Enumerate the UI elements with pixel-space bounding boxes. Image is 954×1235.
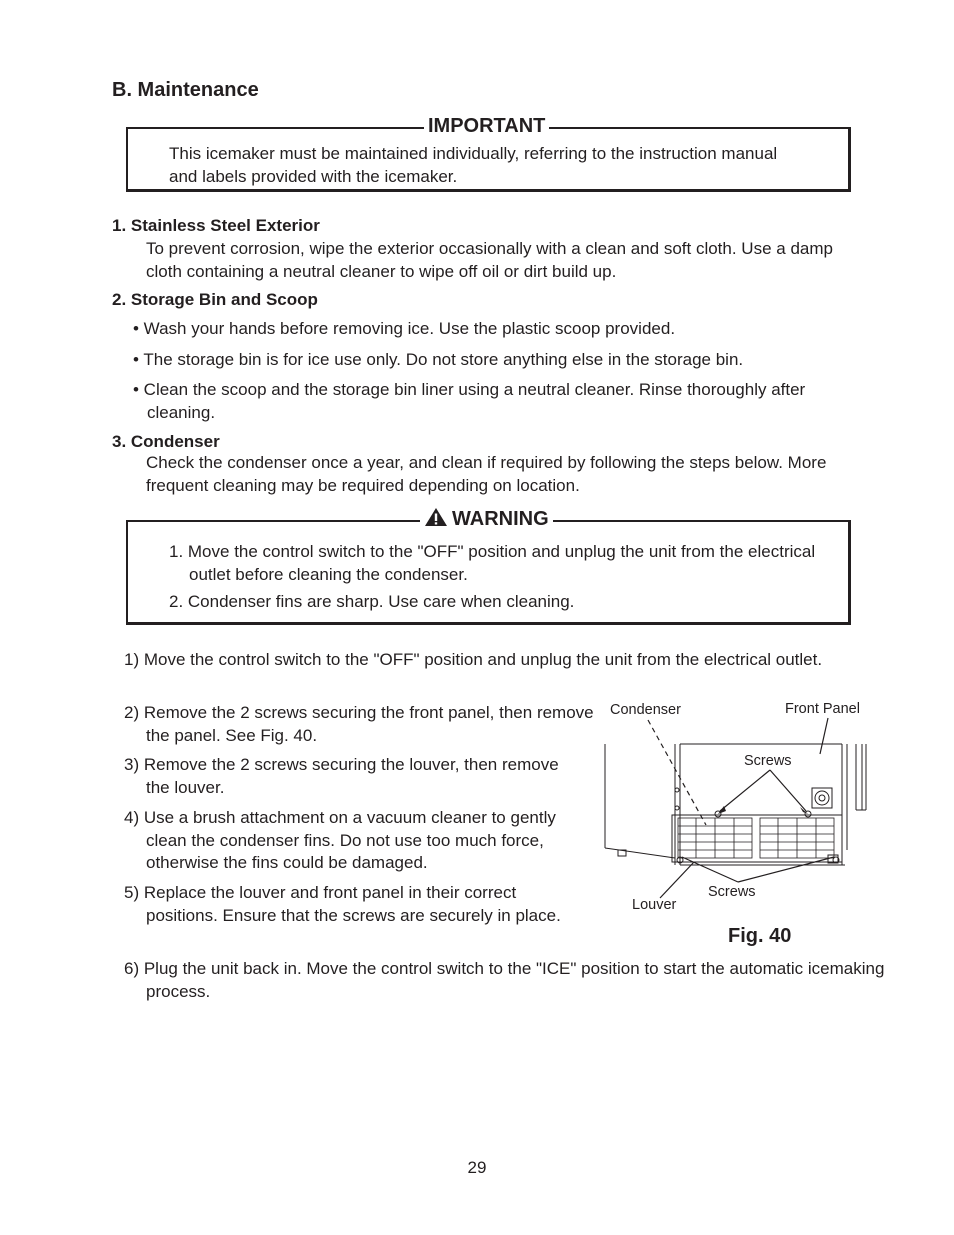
step-item: 5) Replace the louver and front panel in their correct positions. Ensure that the screws are securely in place. [124, 883, 561, 925]
important-text: This icemaker must be maintained individually, referring to the instruction manual and labels provided with the icemaker. [169, 144, 778, 186]
step-item: 4) Use a brush attachment on a vacuum cleaner to gently clean the condenser fins. Do not use too much force, otherwise the fins could be damaged. [124, 808, 556, 872]
item-heading-storage-bin: 2. Storage Bin and Scoop [112, 290, 318, 309]
warning-item: 1. Move the control switch to the "OFF" position and unplug the unit from the electrical outlet before cleaning the condenser. [169, 542, 816, 584]
warning-header [420, 507, 553, 531]
figure-label-front-panel: Front Panel [785, 701, 860, 717]
important-box [126, 115, 851, 192]
step-item: 6) Plug the unit back in. Move the control switch to the "ICE" position to start the automatic icemaking process. [124, 959, 885, 1001]
figure-label-condenser: Condenser [610, 702, 681, 718]
figure-label-screws-top: Screws [744, 753, 792, 769]
warning-label: WARNING [452, 508, 549, 530]
item-text-condenser: Check the condenser once a year, and clean if required by following the steps below. More frequent cleaning may be required depending on location. [146, 453, 827, 495]
figure-label-louver: Louver [632, 897, 677, 913]
warning-item: 2. Condenser fins are sharp. Use care when cleaning. [169, 592, 575, 611]
figure-caption: Fig. 40 [728, 925, 792, 947]
bullet-item: • Wash your hands before removing ice. Use the plastic scoop provided. [133, 319, 676, 338]
item-text-exterior: To prevent corrosion, wipe the exterior occasionally with a clean and soft cloth. Use a damp cloth containing a neutral cleaner to wipe off oil or dirt build up. [146, 239, 833, 281]
page-number: 29 [467, 1158, 487, 1177]
warning-box [126, 508, 851, 625]
step-item: 2) Remove the 2 screws securing the front panel, then remove the panel. See Fig. 40. [124, 703, 594, 745]
item-heading-condenser: 3. Condenser [112, 432, 220, 451]
step-item: 1) Move the control switch to the "OFF" position and unplug the unit from the electrical outlet. [124, 650, 823, 669]
section-title: B. Maintenance [112, 79, 259, 101]
warning-triangle-icon [424, 507, 448, 527]
step-item: 3) Remove the 2 screws securing the louver, then remove the louver. [124, 755, 559, 797]
important-label: IMPORTANT [424, 114, 549, 138]
bullet-item: • Clean the scoop and the storage bin liner using a neutral cleaner. Rinse thoroughly after cleaning. [133, 380, 806, 422]
bullet-item: • The storage bin is for ice use only. Do not store anything else in the storage bin. [133, 350, 744, 369]
figure-label-screws-bottom: Screws [708, 884, 756, 900]
item-heading-exterior: 1. Stainless Steel Exterior [112, 216, 320, 235]
